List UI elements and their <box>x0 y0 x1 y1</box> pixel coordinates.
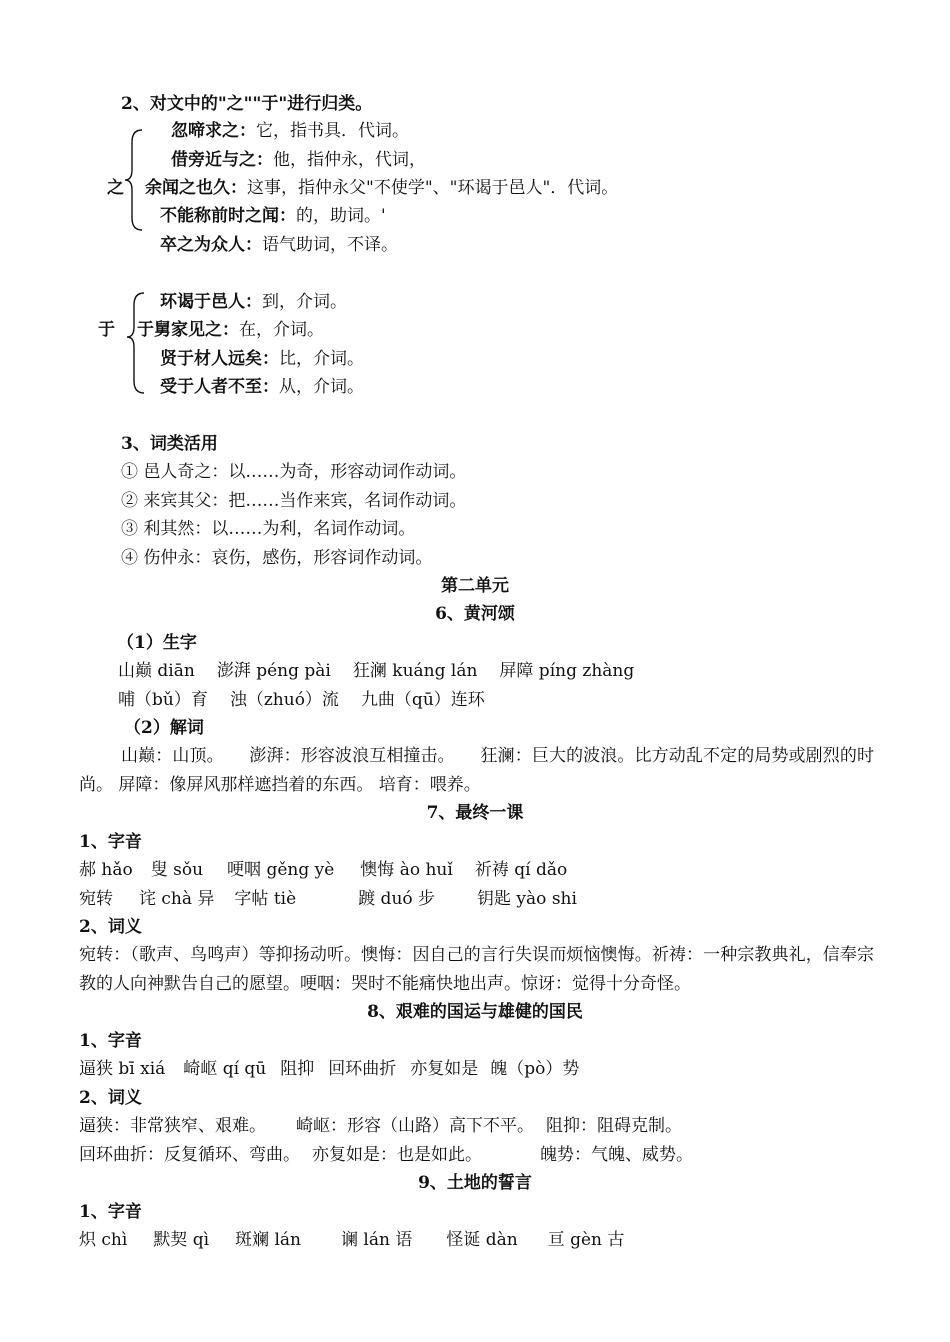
word-class-item: ④ 伤仲永：哀伤，感伤，形容词作动词。 <box>121 548 433 568</box>
lesson8-meaning-line: 回环曲折：反复循环、弯曲。 亦复如是：也是如此。 魄势：气魄、威势。 <box>79 1145 693 1165</box>
lesson6-chars-line: 哺（bǔ）育 浊（zhuó）流 九曲（qū）连环 <box>118 690 485 710</box>
lesson7-title: 7、最终一课 <box>426 803 524 823</box>
zhi-item: 借旁近与之：他，指仲永，代词， <box>171 150 426 170</box>
unit-title: 第二单元 <box>441 576 509 596</box>
lesson9-sub-heading: 1、字音 <box>79 1202 142 1222</box>
section-heading-zhi-yu: 2、对文中的"之""于"进行归类。 <box>121 94 373 114</box>
zhi-item: 不能称前时之闻：的，助词。' <box>160 206 386 226</box>
lesson6-chars-line: 山巅 diān 澎湃 péng pài 狂澜 kuáng lán 屏障 píng zhàng <box>118 661 635 681</box>
lesson7-sub-heading: 2、词义 <box>79 917 142 937</box>
zhi-item: 余闻之也久：这事，指仲永父"不使学"、"环谒于邑人"．代词。 <box>145 178 619 198</box>
lesson7-meaning: 宛转：（歌声、鸟鸣声）等抑扬动听。懊悔：因自己的言行失误而烦恼懊悔。祈祷：一种宗教典礼，信奉宗教的人向神默告自己的愿望。哽咽：哭时不能痛快地出声。惊讶：觉得十分奇怪。 <box>79 945 874 994</box>
word-class-item: ① 邑人奇之：以……为奇，形容动词作动词。 <box>121 462 467 482</box>
word-class-item: ③ 利其然：以……为利，名词作动词。 <box>121 519 416 539</box>
zhi-label: 之 <box>107 178 124 198</box>
brace-yu <box>124 291 150 395</box>
lesson7-sounds-line: 郝 hǎo 叟 sǒu 哽咽 gěng yè 懊悔 ào huǐ 祈祷 qí dǎo <box>79 860 568 880</box>
yu-label: 于 <box>98 320 115 340</box>
yu-item: 受于人者不至：从，介词。 <box>160 377 364 397</box>
lesson9-sounds-line: 炽 chì 默契 qì 斑斓 lán 谰 lán 语 怪诞 dàn 亘 gèn 古 <box>79 1230 625 1250</box>
lesson9-title: 9、土地的誓言 <box>418 1173 532 1193</box>
yu-item: 贤于材人远矣：比，介词。 <box>160 349 364 369</box>
yu-item: 于舅家见之：在，介词。 <box>137 320 324 340</box>
lesson8-meaning-line: 逼狭：非常狭窄、艰难。 崎岖：形容（山路）高下不平。 阻抑：阻碍克制。 <box>79 1116 682 1136</box>
lesson8-title: 8、艰难的国运与雄健的国民 <box>367 1002 583 1022</box>
lesson8-sub-heading: 1、字音 <box>79 1031 142 1051</box>
lesson7-sub-heading: 1、字音 <box>79 832 142 852</box>
lesson7-sounds-line: 宛转 诧 chà 异 字帖 tiè 踱 duó 步 钥匙 yào shi <box>79 889 577 909</box>
lesson6-sub-heading: （1）生字 <box>117 633 197 653</box>
lesson8-sounds-line: 逼狭 bī xiá 崎岖 qí qū 阻抑 回环曲折 亦复如是 魄（pò）势 <box>79 1059 580 1079</box>
lesson6-sub-heading: （2）解词 <box>124 718 204 738</box>
zhi-item: 忽啼求之：它，指书具．代词。 <box>171 121 409 141</box>
word-class-heading: 3、词类活用 <box>121 434 218 454</box>
lesson6-title: 6、黄河颂 <box>435 604 515 624</box>
yu-item: 环谒于邑人：到，介词。 <box>160 292 347 312</box>
lesson8-sub-heading: 2、词义 <box>79 1088 142 1108</box>
lesson6-explain: 山巅：山顶。 澎湃：形容波浪互相撞击。 狂澜：巨大的波浪。比方动乱不定的局势或剧烈的时尚。 屏障：像屏风那样遮挡着的东西。 培育：喂养。 <box>79 746 874 795</box>
word-class-item: ② 来宾其父：把……当作来宾，名词作动词。 <box>121 491 467 511</box>
zhi-item: 卒之为众人：语气助词，不译。 <box>160 235 398 255</box>
